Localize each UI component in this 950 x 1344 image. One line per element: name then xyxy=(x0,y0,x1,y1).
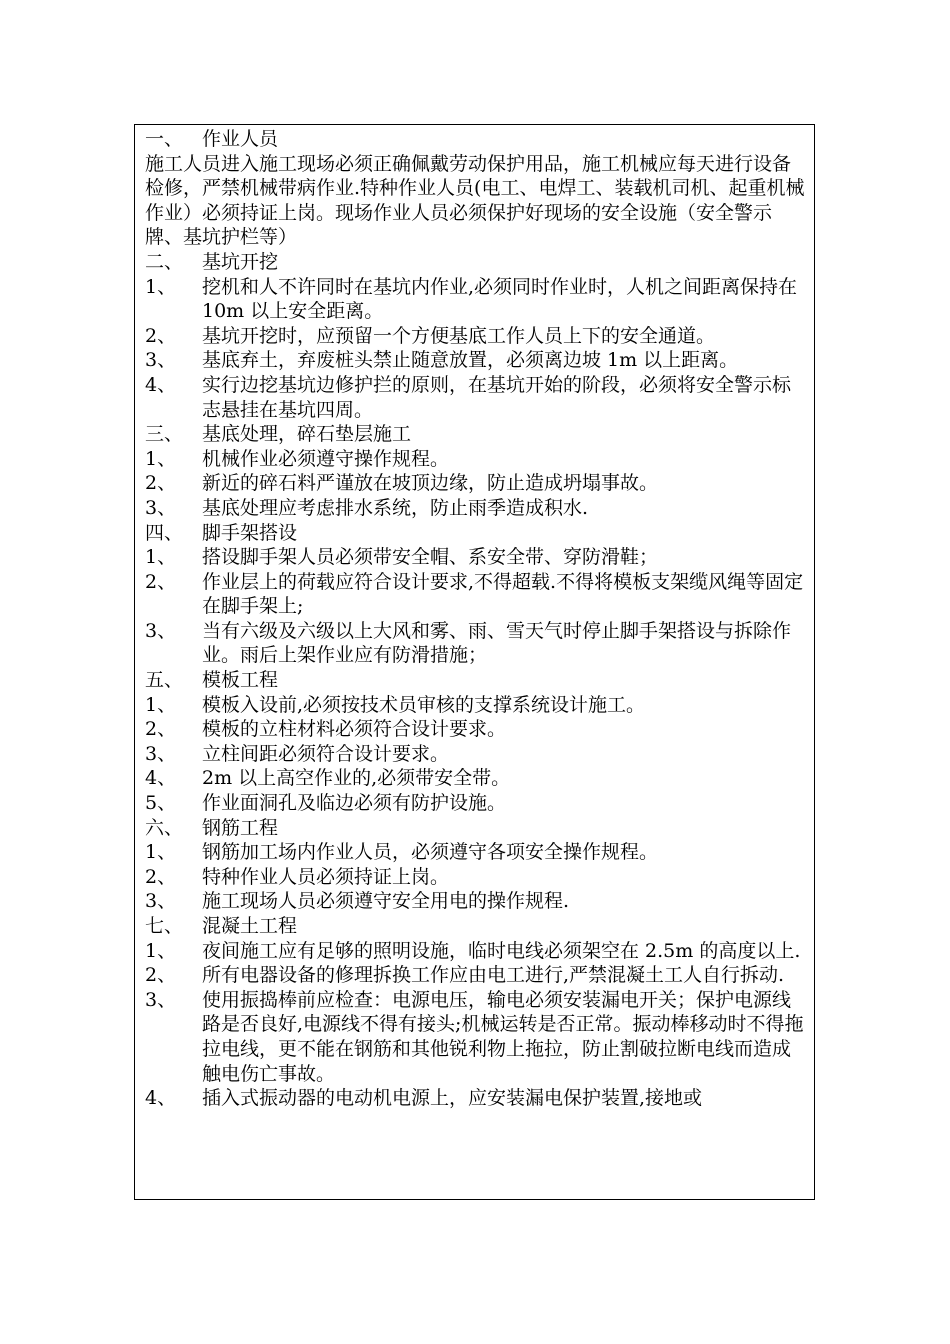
list-item xyxy=(145,840,808,865)
list-item xyxy=(145,963,808,988)
section-title: 混凝土工程 xyxy=(202,915,298,937)
item-text: 基底处理应考虑排水系统，防止雨季造成积水. xyxy=(202,496,589,519)
section-heading xyxy=(145,250,808,275)
list-item xyxy=(145,889,808,914)
list-item xyxy=(145,570,808,619)
section-number: 五、 xyxy=(145,669,184,692)
list-item xyxy=(145,373,808,422)
item-text: 挖机和人不许同时在基坑内作业,必须同时作业时，人机之间距离保持在 10m 以上安全距离。 xyxy=(202,275,798,323)
section-heading xyxy=(145,914,808,939)
item-text: 基底弃土，弃废桩头禁止随意放置，必须离边坡 1m 以上距离。 xyxy=(202,349,739,372)
list-item xyxy=(145,324,808,349)
item-text: 特种作业人员必须持证上岗。 xyxy=(202,865,450,888)
item-text: 基坑开挖时，应预留一个方便基底工作人员上下的安全通道。 xyxy=(202,324,716,347)
item-number: 1、 xyxy=(145,546,177,569)
document-frame xyxy=(134,124,815,1200)
item-number: 4、 xyxy=(145,1087,177,1110)
item-number: 2、 xyxy=(145,865,177,888)
section-paragraph: 施工人员进入施工现场必须正确佩戴劳动保护用品，施工机械应每天进行设备检修，严禁机械带病作业.特种作业人员(电工、电焊工、装载机司机、起重机械作业）必须持证上岗。现场作业人员必须保护好现场的安全设施（安全警示牌、基坑护栏等） xyxy=(145,152,805,249)
item-number: 3、 xyxy=(145,349,177,372)
item-text: 立柱间距必须符合设计要求。 xyxy=(202,742,450,765)
list-item xyxy=(145,496,808,521)
item-text: 使用振捣棒前应检查：电源电压，输电必须安装漏电开关；保护电源线路是否良好,电源线不得有接头;机械运转是否正常。振动棒移动时不得拖拉电线，更不能在钢筋和其他锐利物上拖拉，防止割破拉断电线而造成触电伤亡事故。 xyxy=(202,988,804,1085)
list-item xyxy=(145,1086,808,1111)
item-number: 3、 xyxy=(145,890,177,913)
section-number: 三、 xyxy=(145,423,184,446)
section-number: 一、 xyxy=(145,128,184,150)
section-heading xyxy=(145,422,808,447)
section-number: 七、 xyxy=(145,915,184,937)
section-heading xyxy=(145,127,808,152)
item-text: 当有六级及六级以上大风和雾、雨、雪天气时停止脚手架搭设与拆除作业。雨后上架作业应有防滑措施； xyxy=(202,619,792,667)
item-text: 机械作业必须遵守操作规程。 xyxy=(202,447,450,470)
item-text: 模板的立柱材料必须符合设计要求。 xyxy=(202,718,507,741)
item-number: 2、 xyxy=(145,964,177,987)
list-item xyxy=(145,471,808,496)
list-item xyxy=(145,865,808,890)
item-number: 3、 xyxy=(145,742,177,765)
document-content xyxy=(145,127,808,1111)
item-number: 4、 xyxy=(145,767,177,790)
list-item xyxy=(145,717,808,742)
section-title: 作业人员 xyxy=(202,128,279,150)
section-heading xyxy=(145,521,808,546)
section-title: 脚手架搭设 xyxy=(202,521,298,544)
item-number: 1、 xyxy=(145,275,177,298)
section-number: 四、 xyxy=(145,521,184,544)
list-item xyxy=(145,766,808,791)
section-heading xyxy=(145,668,808,693)
item-text: 施工现场人员必须遵守安全用电的操作规程. xyxy=(202,890,570,913)
section-title: 模板工程 xyxy=(202,669,279,692)
list-item xyxy=(145,791,808,816)
item-text: 实行边挖基坑边修护拦的原则，在基坑开始的阶段，必须将安全警示标志悬挂在基坑四周。 xyxy=(202,373,792,421)
section-heading xyxy=(145,816,808,841)
section-number: 二、 xyxy=(145,250,184,273)
item-text: 钢筋加工场内作业人员，必须遵守各项安全操作规程。 xyxy=(202,841,659,864)
item-number: 1、 xyxy=(145,693,177,716)
item-number: 2、 xyxy=(145,472,177,495)
item-number: 1、 xyxy=(145,447,177,470)
item-number: 4、 xyxy=(145,373,177,396)
item-text: 2m 以上高空作业的,必须带安全带。 xyxy=(202,767,511,790)
section-title: 基坑开挖 xyxy=(202,250,279,273)
item-text: 搭设脚手架人员必须带安全帽、系安全带、穿防滑鞋； xyxy=(202,546,659,569)
list-item xyxy=(145,988,808,1086)
item-number: 2、 xyxy=(145,718,177,741)
item-number: 2、 xyxy=(145,324,177,347)
section-title: 钢筋工程 xyxy=(202,816,279,839)
item-text: 作业面洞孔及临边必须有防护设施。 xyxy=(202,792,507,815)
item-text: 插入式振动器的电动机电源上，应安装漏电保护装置,接地或 xyxy=(202,1087,703,1110)
item-text: 作业层上的荷载应符合设计要求,不得超载.不得将模板支架缆风绳等固定在脚手架上; xyxy=(202,570,804,618)
item-number: 1、 xyxy=(145,841,177,864)
item-number: 5、 xyxy=(145,792,177,815)
list-item xyxy=(145,447,808,472)
item-number: 3、 xyxy=(145,619,177,642)
list-item xyxy=(145,348,808,373)
item-number: 3、 xyxy=(145,988,177,1011)
item-text: 新近的碎石料严谨放在坡顶边缘，防止造成坍塌事故。 xyxy=(202,472,659,495)
section-title: 基底处理，碎石垫层施工 xyxy=(202,423,412,446)
item-number: 3、 xyxy=(145,496,177,519)
section-number: 六、 xyxy=(145,816,184,839)
list-item xyxy=(145,742,808,767)
item-number: 2、 xyxy=(145,570,177,593)
list-item xyxy=(145,545,808,570)
item-text: 模板入设前,必须按技术员审核的支撑系统设计施工。 xyxy=(202,693,646,716)
list-item xyxy=(145,939,808,964)
item-number: 1、 xyxy=(145,939,177,962)
item-text: 所有电器设备的修理拆换工作应由电工进行,严禁混凝土工人自行拆动. xyxy=(202,964,785,987)
list-item xyxy=(145,693,808,718)
item-text: 夜间施工应有足够的照明设施，临时电线必须架空在 2.5m 的高度以上. xyxy=(202,939,801,962)
list-item xyxy=(145,619,808,668)
list-item xyxy=(145,275,808,324)
